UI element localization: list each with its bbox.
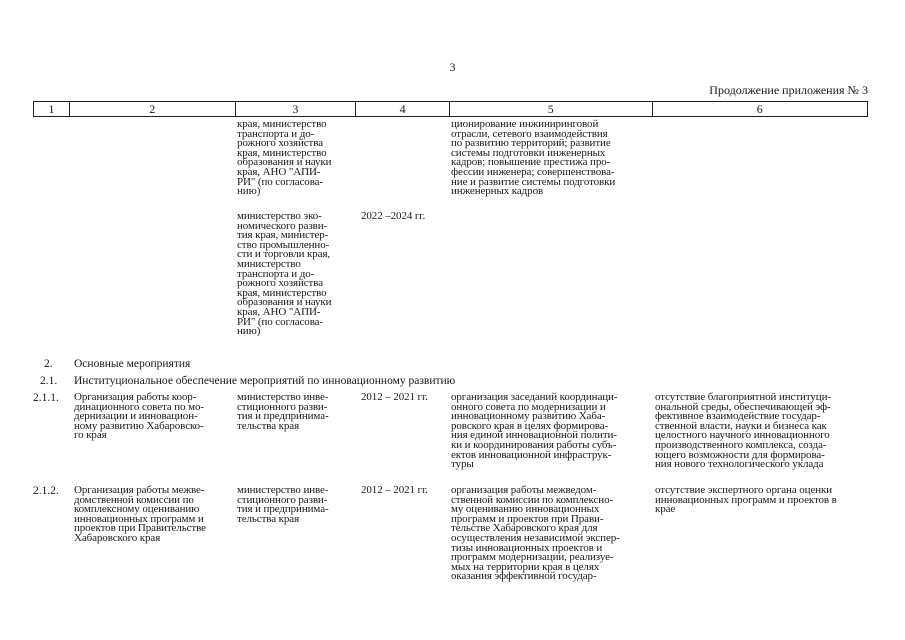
row-2-1-1-executors: министерство инве- стиционного разви- тия и предпринима- тельства края xyxy=(237,391,329,432)
section-2-1-title: Институциональное обеспечение мероприятий по инновационному развитию xyxy=(74,375,456,387)
row-2-1-1-activity: Организация работы коор- динационного совета по мо- дернизации и инновацион- ному развитию Хабаровско- го края xyxy=(74,391,204,442)
block1-period: 2022 –2024 гг. xyxy=(361,210,426,222)
row-2-1-2-period: 2012 – 2021 гг. xyxy=(361,484,428,496)
row-2-1-1-consequences: отсутствие благоприятной институци- ональной среды, обеспечивающей эф- фективное взаимодействие государ- ственной власти, науки и бизнеса как целостного научного инновационного производственного комплекса, созда- ющего возможности для формирова- ния нового технологического уклада xyxy=(655,391,831,471)
section-2-number: 2. xyxy=(44,358,53,370)
row-2-1-2-executors: министерство инве- стиционного разви- тия и предпринима- тельства края xyxy=(237,484,329,525)
section-2-1-number: 2.1. xyxy=(40,375,58,387)
block0-result: ционирование инжиниринговой отрасли, сетевого взаимодействия по развитию территорий; развитие системы подготовки инженерных кадров; повышение престижа про- фессии инженера; совершенствова- ние и развитие системы подготовки инженерных кадров xyxy=(451,118,616,198)
block1-executors: министерство эко- номического разви- тия края, министер- ство промышленно- сти и торговли края, министерство транспорта и до- рожного хозяйства края, министерство образования и науки края, АНО "АПИ- РИ" (по согласова- нию) xyxy=(237,210,332,338)
row-2-1-1-period: 2012 – 2021 гг. xyxy=(361,391,428,403)
block0-executors: края, министерство транспорта и до- рожного хозяйства края, министерство образования и науки края, АНО "АПИ- РИ" (по согласова- нию) xyxy=(237,118,332,198)
row-2-1-2-consequences: отсутствие экспертного органа оценки инновационных программ и проектов в крае xyxy=(655,484,837,516)
header-col-5: 5 xyxy=(450,102,653,116)
row-2-1-2-number: 2.1.2. xyxy=(33,485,59,497)
page-number: 3 xyxy=(449,60,456,74)
continuation-note: Продолжение приложения № 3 xyxy=(709,83,868,97)
row-2-1-2-result: организация работы межведом- ственной комиссии по комплексно- му оцениванию инновационных программ и проектов при Прави- тельстве Хабаровского края для осуществления независимой экспер- тизы инновационных проектов и программ модернизации, реализуе- мых на территории края в целях оказания эффективной государ- xyxy=(451,484,620,583)
row-2-1-1-number: 2.1.1. xyxy=(33,392,59,404)
header-col-6: 6 xyxy=(756,102,763,116)
header-col-3: 3 xyxy=(236,102,357,116)
header-col-2: 2 xyxy=(70,102,236,116)
row-2-1-1-result: организация заседаний координаци- онного совета по модернизации и инновационному развитию Хаба- ровского края в целях формирова- ния единой инновационной полити- ки и координирования работы субъ- ектов инновационной инфраструк- туры xyxy=(451,391,618,471)
table-header xyxy=(33,101,868,117)
header-col-4: 4 xyxy=(356,102,450,116)
section-2-title: Основные мероприятия xyxy=(74,358,191,370)
header-col-1: 1 xyxy=(34,102,70,116)
row-2-1-2-activity: Организация работы межве- домственной комиссии по комплексному оцениванию инновационных программ и проектов при Правительстве Хабаровского края xyxy=(74,484,206,544)
